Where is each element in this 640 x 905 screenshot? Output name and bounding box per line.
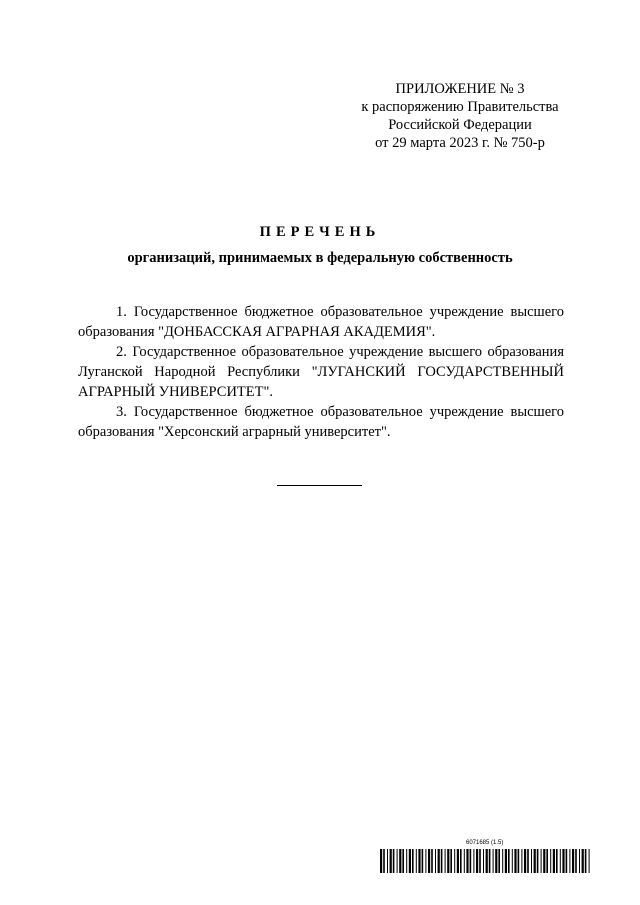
document-title: ПЕРЕЧЕНЬ — [259, 224, 381, 240]
appendix-date: от 29 марта 2023 г. № 750-р — [375, 135, 545, 151]
appendix-block — [340, 80, 580, 152]
appendix-authority: Российской Федерации — [388, 117, 532, 133]
list-item: 3. Государственное бюджетное образовательное учреждение высшего образования "Херсонский аграрный университет". — [78, 404, 564, 440]
list-item: 1. Государственное бюджетное образовательное учреждение высшего образования "ДОНБАССКАЯ АГРАРНАЯ АКАДЕМИЯ". — [78, 304, 564, 340]
barcode-icon — [380, 849, 590, 873]
list-item: 2. Государственное образовательное учреждение высшего образования Луганской Народной Республики "ЛУГАНСКИЙ ГОСУДАРСТВЕННЫЙ АГРАРНЫЙ УНИВЕРСИТЕТ". — [78, 344, 564, 400]
separator-line — [277, 485, 362, 486]
appendix-reference: к распоряжению Правительства — [361, 99, 559, 115]
document-subtitle: организаций, принимаемых в федеральную собственность — [127, 250, 513, 266]
appendix-number: ПРИЛОЖЕНИЕ № 3 — [395, 81, 525, 97]
barcode-number: 6071685 (1.5) — [466, 840, 504, 846]
organization-list — [78, 302, 564, 442]
barcode-block — [380, 840, 590, 875]
